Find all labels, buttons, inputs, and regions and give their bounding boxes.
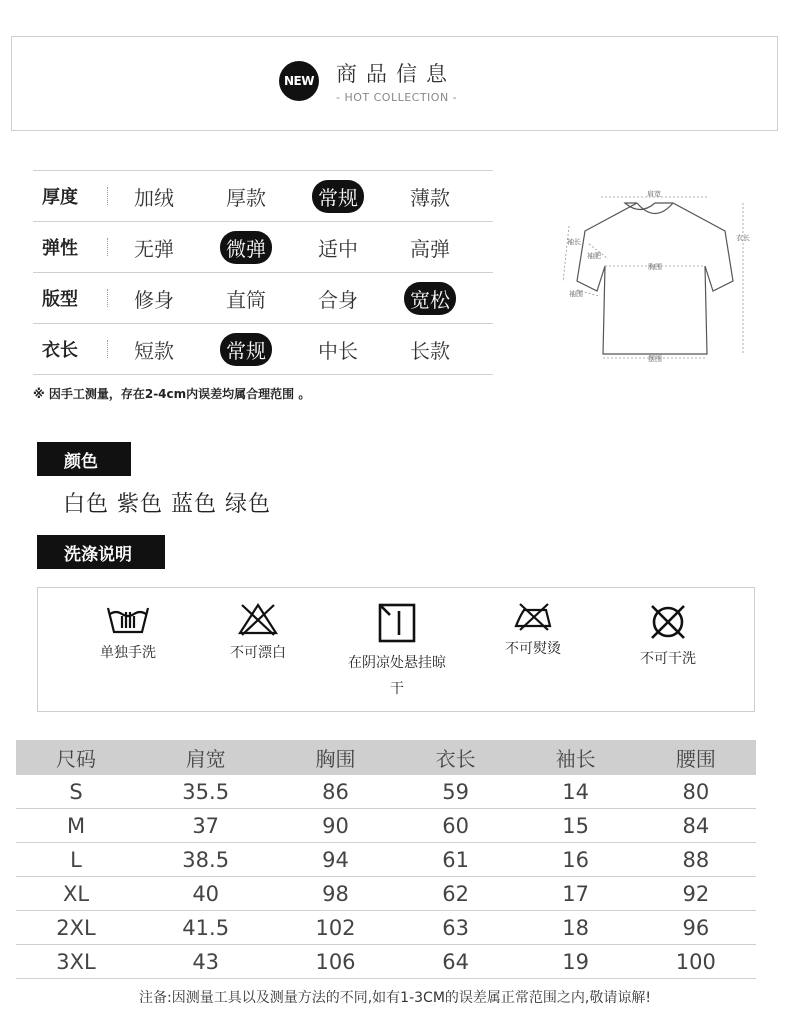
table-cell: 40 bbox=[136, 877, 275, 911]
attr-option: 高弹 bbox=[410, 236, 450, 261]
table-cell: 90 bbox=[275, 809, 395, 843]
attr-option: 合身 bbox=[318, 287, 358, 312]
diagram-label-length: 衣长 bbox=[736, 234, 750, 242]
footer-note: 注备:因测量工具以及测量方法的不同,如有1-3CM的误差属正常范围之内,敬请谅解! bbox=[139, 990, 651, 1006]
table-cell: 60 bbox=[396, 809, 516, 843]
table-cell: 98 bbox=[275, 877, 395, 911]
colors-list: 白色 紫色 蓝色 绿色 bbox=[63, 492, 271, 517]
attr-option: 长款 bbox=[410, 338, 450, 363]
col-header-shoulder: 肩宽 bbox=[136, 740, 275, 775]
table-cell: 96 bbox=[636, 911, 756, 945]
attr-option: 短款 bbox=[134, 338, 174, 363]
col-header-size: 尺码 bbox=[16, 740, 136, 775]
attr-option-selected: 宽松 bbox=[404, 282, 456, 315]
table-cell: 41.5 bbox=[136, 911, 275, 945]
wash-item-no-bleach bbox=[218, 602, 298, 662]
no-iron-icon bbox=[512, 600, 554, 632]
attr-option: 适中 bbox=[318, 236, 358, 261]
size-table-header bbox=[16, 740, 756, 775]
attr-option: 直筒 bbox=[226, 287, 266, 312]
table-cell: S bbox=[16, 775, 136, 809]
diagram-label-sleeve-length: 袖长 bbox=[567, 238, 581, 246]
table-cell: 2XL bbox=[16, 911, 136, 945]
diagram-label-sleeve-width: 袖肥 bbox=[587, 252, 601, 260]
attr-option: 无弹 bbox=[134, 236, 174, 261]
table-row bbox=[16, 877, 756, 911]
table-cell: 38.5 bbox=[136, 843, 275, 877]
table-cell: 62 bbox=[396, 877, 516, 911]
table-cell: 80 bbox=[636, 775, 756, 809]
table-row bbox=[16, 843, 756, 877]
col-header-length: 衣长 bbox=[396, 740, 516, 775]
table-cell: 100 bbox=[636, 945, 756, 979]
table-cell: 64 bbox=[396, 945, 516, 979]
wash-label: 单独手洗 bbox=[100, 645, 156, 661]
table-cell: 94 bbox=[275, 843, 395, 877]
attr-option: 修身 bbox=[134, 287, 174, 312]
table-cell: 19 bbox=[516, 945, 636, 979]
table-cell: 61 bbox=[396, 843, 516, 877]
wash-label: 不可漂白 bbox=[230, 645, 286, 661]
table-cell: 84 bbox=[636, 809, 756, 843]
no-dry-clean-icon bbox=[648, 602, 688, 642]
washing-heading: 洗涤说明 bbox=[37, 535, 165, 569]
table-cell: XL bbox=[16, 877, 136, 911]
wash-label: 不可熨烫 bbox=[505, 641, 561, 657]
diagram-label-chest: 胸围 bbox=[648, 263, 662, 271]
attr-label: 厚度 bbox=[33, 183, 108, 209]
col-header-waist: 腰围 bbox=[636, 740, 756, 775]
section-title: 商品信息 bbox=[336, 62, 456, 86]
attribute-table bbox=[33, 170, 493, 375]
col-header-sleeve: 袖长 bbox=[516, 740, 636, 775]
diagram-label-shoulder: 肩宽 bbox=[647, 190, 661, 198]
table-cell: 92 bbox=[636, 877, 756, 911]
table-cell: M bbox=[16, 809, 136, 843]
colors-heading: 颜色 bbox=[37, 442, 131, 476]
diagram-label-cuff: 袖围 bbox=[569, 290, 583, 298]
table-row bbox=[16, 775, 756, 809]
table-cell: 63 bbox=[396, 911, 516, 945]
size-table bbox=[16, 740, 756, 979]
table-cell: 88 bbox=[636, 843, 756, 877]
attr-label: 弹性 bbox=[33, 234, 108, 260]
col-header-chest: 胸围 bbox=[275, 740, 395, 775]
table-cell: 106 bbox=[275, 945, 395, 979]
table-cell: 17 bbox=[516, 877, 636, 911]
table-cell: L bbox=[16, 843, 136, 877]
washing-box bbox=[37, 587, 755, 712]
attr-option: 厚款 bbox=[226, 185, 266, 210]
attr-option: 加绒 bbox=[134, 185, 174, 210]
table-cell: 16 bbox=[516, 843, 636, 877]
tshirt-diagram bbox=[555, 186, 755, 366]
table-cell: 102 bbox=[275, 911, 395, 945]
measurement-note: ※ 因手工测量，存在2-4cm内误差均属合理范围 。 bbox=[33, 387, 311, 401]
attr-option-selected: 微弹 bbox=[220, 231, 272, 264]
table-cell: 86 bbox=[275, 775, 395, 809]
table-cell: 14 bbox=[516, 775, 636, 809]
table-row bbox=[16, 911, 756, 945]
wash-item-hand-wash bbox=[88, 602, 168, 662]
attr-option-selected: 常规 bbox=[312, 180, 364, 213]
wash-item-no-dry-clean bbox=[628, 602, 708, 668]
table-cell: 37 bbox=[136, 809, 275, 843]
table-cell: 15 bbox=[516, 809, 636, 843]
table-cell: 18 bbox=[516, 911, 636, 945]
wash-item-no-iron bbox=[493, 600, 573, 658]
tshirt-outline bbox=[577, 203, 733, 354]
table-cell: 3XL bbox=[16, 945, 136, 979]
wash-label: 在阴凉处悬挂晾干 bbox=[348, 655, 446, 697]
attr-label: 衣长 bbox=[33, 336, 108, 362]
hand-wash-icon bbox=[104, 602, 152, 636]
shade-dry-icon bbox=[377, 602, 417, 644]
new-badge: NEW bbox=[279, 61, 319, 101]
attr-row-fit bbox=[33, 272, 493, 323]
attr-row-thickness bbox=[33, 170, 493, 221]
section-subtitle: - HOT COLLECTION - bbox=[336, 91, 458, 104]
wash-label: 不可干洗 bbox=[640, 651, 696, 667]
attr-option-selected: 常规 bbox=[220, 333, 272, 366]
attr-option: 中长 bbox=[318, 338, 358, 363]
attr-option: 薄款 bbox=[410, 185, 450, 210]
wash-item-shade-dry bbox=[338, 602, 456, 702]
table-row bbox=[16, 809, 756, 843]
table-row bbox=[16, 945, 756, 979]
attr-row-length bbox=[33, 323, 493, 375]
no-bleach-icon bbox=[237, 602, 279, 636]
table-cell: 35.5 bbox=[136, 775, 275, 809]
table-cell: 59 bbox=[396, 775, 516, 809]
attr-label: 版型 bbox=[33, 285, 108, 311]
diagram-label-hem: 摆围 bbox=[648, 355, 662, 363]
attr-row-elasticity bbox=[33, 221, 493, 272]
table-cell: 43 bbox=[136, 945, 275, 979]
